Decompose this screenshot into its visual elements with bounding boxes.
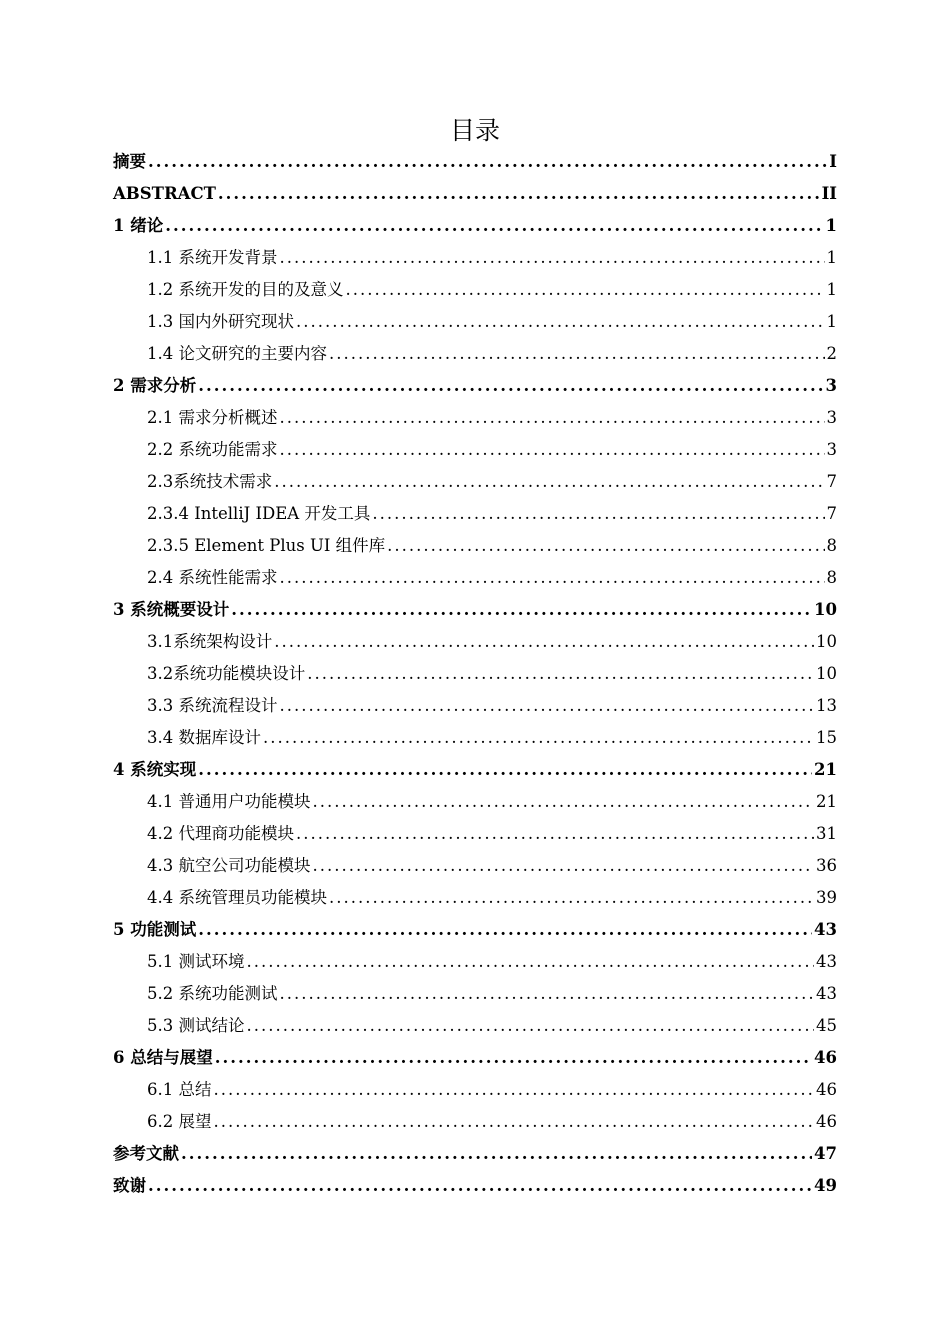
toc-entry-label: 参考文献 bbox=[113, 1144, 179, 1163]
toc-entry[interactable] bbox=[113, 466, 837, 498]
toc-entry-label: 2.4 系统性能需求 bbox=[147, 568, 278, 587]
table-of-contents bbox=[113, 146, 837, 1202]
toc-leader-dots bbox=[198, 370, 823, 402]
toc-entry-page-number: 3 bbox=[826, 408, 837, 427]
toc-entry-page-number: 15 bbox=[816, 728, 837, 747]
toc-entry-label: 1.4 论文研究的主要内容 bbox=[147, 344, 327, 363]
toc-entry[interactable] bbox=[113, 882, 837, 914]
toc-leader-dots bbox=[280, 690, 815, 722]
toc-entry-page-number: 13 bbox=[816, 696, 837, 715]
toc-leader-dots bbox=[181, 1138, 812, 1170]
toc-entry-page-number: I bbox=[829, 152, 837, 171]
toc-entry-page-number: 8 bbox=[826, 536, 837, 555]
toc-leader-dots bbox=[329, 882, 814, 914]
toc-entry-page-number: 21 bbox=[816, 792, 837, 811]
toc-entry[interactable] bbox=[113, 1106, 837, 1138]
toc-entry-label: 5.3 测试结论 bbox=[147, 1016, 245, 1035]
toc-entry-label: 5.2 系统功能测试 bbox=[147, 984, 278, 1003]
toc-entry[interactable] bbox=[113, 946, 837, 978]
toc-entry[interactable] bbox=[113, 178, 837, 210]
toc-entry-label: 4.4 系统管理员功能模块 bbox=[147, 888, 327, 907]
toc-entry-label: 6.1 总结 bbox=[147, 1080, 212, 1099]
toc-entry[interactable] bbox=[113, 594, 837, 626]
toc-entry-page-number: 47 bbox=[814, 1144, 837, 1163]
toc-entry-label: 6 总结与展望 bbox=[113, 1048, 213, 1067]
toc-entry[interactable] bbox=[113, 306, 837, 338]
toc-entry[interactable] bbox=[113, 1074, 837, 1106]
toc-leader-dots bbox=[214, 1106, 815, 1138]
toc-entry-label: 3.1系统架构设计 bbox=[147, 632, 273, 651]
toc-entry-page-number: 1 bbox=[826, 312, 837, 331]
toc-leader-dots bbox=[372, 498, 824, 530]
toc-entry[interactable] bbox=[113, 722, 837, 754]
toc-entry-label: 6.2 展望 bbox=[147, 1112, 212, 1131]
toc-entry-label: 1.1 系统开发背景 bbox=[147, 248, 278, 267]
toc-entry-page-number: 3 bbox=[825, 376, 837, 395]
toc-entry[interactable] bbox=[113, 146, 837, 178]
toc-leader-dots bbox=[387, 530, 824, 562]
toc-leader-dots bbox=[214, 1074, 815, 1106]
toc-leader-dots bbox=[148, 1170, 812, 1202]
toc-entry[interactable] bbox=[113, 1042, 837, 1074]
toc-entry-page-number: 21 bbox=[814, 760, 837, 779]
toc-leader-dots bbox=[280, 562, 825, 594]
toc-entry-label: 4.2 代理商功能模块 bbox=[147, 824, 294, 843]
toc-entry[interactable] bbox=[113, 210, 837, 242]
toc-leader-dots bbox=[148, 146, 827, 178]
toc-leader-dots bbox=[296, 306, 825, 338]
toc-entry-label: 4.1 普通用户功能模块 bbox=[147, 792, 311, 811]
toc-leader-dots bbox=[313, 850, 815, 882]
toc-leader-dots bbox=[198, 914, 812, 946]
toc-entry[interactable] bbox=[113, 434, 837, 466]
toc-leader-dots bbox=[280, 402, 825, 434]
toc-entry[interactable] bbox=[113, 370, 837, 402]
toc-entry[interactable] bbox=[113, 1138, 837, 1170]
toc-entry[interactable] bbox=[113, 274, 837, 306]
toc-entry-page-number: 43 bbox=[814, 920, 837, 939]
toc-entry[interactable] bbox=[113, 498, 837, 530]
toc-entry-page-number: 46 bbox=[814, 1048, 837, 1067]
toc-leader-dots bbox=[274, 626, 814, 658]
toc-entry-label: 2 需求分析 bbox=[113, 376, 197, 395]
toc-leader-dots bbox=[329, 338, 825, 370]
toc-entry-label: 2.2 系统功能需求 bbox=[147, 440, 278, 459]
page-title: 目录 bbox=[449, 116, 500, 145]
toc-entry-page-number: 45 bbox=[816, 1016, 837, 1035]
toc-entry-page-number: 1 bbox=[826, 248, 837, 267]
toc-entry-label: 3.4 数据库设计 bbox=[147, 728, 261, 747]
toc-leader-dots bbox=[280, 242, 825, 274]
toc-entry-page-number: 46 bbox=[816, 1112, 837, 1131]
toc-leader-dots bbox=[165, 210, 823, 242]
toc-entry[interactable] bbox=[113, 562, 837, 594]
toc-entry-page-number: 7 bbox=[826, 472, 837, 491]
toc-entry[interactable] bbox=[113, 978, 837, 1010]
toc-leader-dots bbox=[307, 658, 814, 690]
toc-entry[interactable] bbox=[113, 338, 837, 370]
toc-entry[interactable] bbox=[113, 658, 837, 690]
toc-entry[interactable] bbox=[113, 850, 837, 882]
toc-entry-label: 1.2 系统开发的目的及意义 bbox=[147, 280, 344, 299]
toc-entry-label: 2.3.4 IntelliJ IDEA 开发工具 bbox=[147, 504, 371, 523]
toc-leader-dots bbox=[280, 978, 815, 1010]
toc-entry-page-number: 1 bbox=[825, 216, 837, 235]
toc-entry-page-number: 7 bbox=[826, 504, 837, 523]
toc-leader-dots bbox=[247, 1010, 815, 1042]
toc-entry-page-number: 31 bbox=[816, 824, 837, 843]
toc-entry-page-number: 10 bbox=[816, 632, 837, 651]
toc-entry[interactable] bbox=[113, 1170, 837, 1202]
toc-leader-dots bbox=[198, 754, 812, 786]
toc-entry[interactable] bbox=[113, 754, 837, 786]
toc-entry[interactable] bbox=[113, 818, 837, 850]
toc-entry-label: 4 系统实现 bbox=[113, 760, 197, 779]
toc-entry-page-number: 46 bbox=[816, 1080, 837, 1099]
toc-entry-label: 3.3 系统流程设计 bbox=[147, 696, 278, 715]
toc-leader-dots bbox=[346, 274, 825, 306]
toc-entry[interactable] bbox=[113, 1010, 837, 1042]
toc-entry-page-number: 10 bbox=[816, 664, 837, 683]
toc-entry-label: 3 系统概要设计 bbox=[113, 600, 230, 619]
toc-entry-label: 3.2系统功能模块设计 bbox=[147, 664, 306, 683]
toc-leader-dots bbox=[247, 946, 815, 978]
toc-entry-label: 2.1 需求分析概述 bbox=[147, 408, 278, 427]
toc-entry-page-number: 49 bbox=[814, 1176, 837, 1195]
toc-leader-dots bbox=[313, 786, 815, 818]
toc-leader-dots bbox=[280, 434, 825, 466]
toc-entry-label: 5.1 测试环境 bbox=[147, 952, 245, 971]
toc-entry-page-number: 10 bbox=[814, 600, 837, 619]
toc-entry[interactable] bbox=[113, 786, 837, 818]
toc-leader-dots bbox=[263, 722, 814, 754]
toc-entry-page-number: 8 bbox=[826, 568, 837, 587]
toc-leader-dots bbox=[296, 818, 814, 850]
toc-entry-page-number: 43 bbox=[816, 984, 837, 1003]
toc-entry-page-number: 3 bbox=[826, 440, 837, 459]
toc-entry-label: 1.3 国内外研究现状 bbox=[147, 312, 294, 331]
toc-entry-label: 2.3.5 Element Plus UI 组件库 bbox=[147, 536, 386, 555]
toc-entry[interactable] bbox=[113, 914, 837, 946]
toc-leader-dots bbox=[218, 178, 820, 210]
toc-entry[interactable] bbox=[113, 530, 837, 562]
toc-entry-page-number: 1 bbox=[826, 280, 837, 299]
toc-entry-label: 摘要 bbox=[113, 152, 146, 171]
toc-entry-label: 1 绪论 bbox=[113, 216, 164, 235]
toc-entry-page-number: 2 bbox=[826, 344, 837, 363]
toc-entry[interactable] bbox=[113, 626, 837, 658]
toc-entry-page-number: 36 bbox=[816, 856, 837, 875]
toc-entry-label: 2.3系统技术需求 bbox=[147, 472, 273, 491]
toc-entry-label: ABSTRACT bbox=[113, 184, 216, 203]
toc-entry-label: 5 功能测试 bbox=[113, 920, 197, 939]
toc-leader-dots bbox=[231, 594, 812, 626]
toc-leader-dots bbox=[274, 466, 824, 498]
toc-entry[interactable] bbox=[113, 242, 837, 274]
toc-entry-label: 致谢 bbox=[113, 1176, 146, 1195]
toc-entry[interactable] bbox=[113, 690, 837, 722]
toc-entry-page-number: 39 bbox=[816, 888, 837, 907]
toc-entry[interactable] bbox=[113, 402, 837, 434]
toc-leader-dots bbox=[215, 1042, 812, 1074]
toc-entry-page-number: II bbox=[821, 184, 837, 203]
toc-entry-page-number: 43 bbox=[816, 952, 837, 971]
toc-entry-label: 4.3 航空公司功能模块 bbox=[147, 856, 311, 875]
